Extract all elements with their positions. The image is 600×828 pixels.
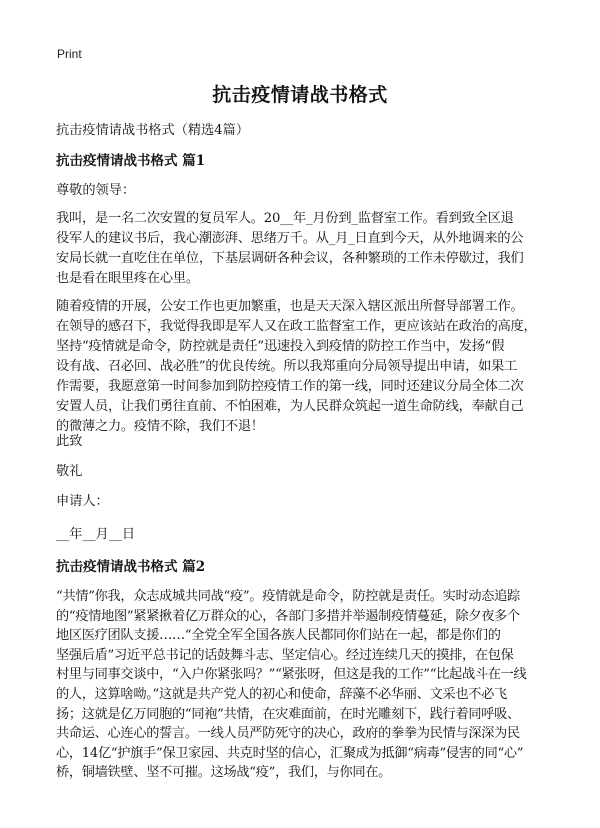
paragraph-line: 在领导的感召下，我觉得我即是军人又在政工监督室工作，更应该站在政治的高度， xyxy=(56,319,537,334)
document-title: 抗击疫情请战书格式 xyxy=(212,84,388,106)
paragraph-line: 共命运、心连心的誓言。一线人员严防死守的决心，政府的拳拳为民情与深深为民 xyxy=(56,726,520,742)
paragraph-line: 坚持“疫情就是命令，防控就是责任”迅速投入到疫情的防控工作当中，发扬“假 xyxy=(56,339,505,354)
paragraph-line: 心，14亿“护旗手”保卫家园、共克时坚的信心，汇聚成为抵御“病毒”侵害的同“心” xyxy=(56,745,524,761)
paragraph-line: 安局长就一直吃住在单位，下基层调研各种会议，各种繁琐的工作未停歇过，我们 xyxy=(56,251,524,266)
salutation: 尊敬的领导： xyxy=(56,183,136,198)
date-line: __年__月__日 xyxy=(56,527,136,542)
paragraph-line: 地区医疗团队支援……“全党全军全国各族人民都同你们站在一起，都是你们的 xyxy=(56,628,501,644)
paragraph-1 xyxy=(56,209,550,289)
paragraph-line: 也是看在眼里疼在心里。 xyxy=(56,271,199,286)
section-heading-2: 抗击疫情请战书格式 篇2 xyxy=(56,559,206,575)
paragraph-3 xyxy=(56,587,550,783)
section-heading-1: 抗击疫情请战书格式 篇1 xyxy=(56,153,206,169)
document-subtitle: 抗击疫情请战书格式（精选4篇） xyxy=(56,123,250,138)
closing-cizhi: 此致 xyxy=(56,434,83,449)
paragraph-line: 役军人的建议书后，我心潮澎湃、思绪万千。从_月_日直到今天，从外地调来的公 xyxy=(56,231,524,246)
closing-jingli: 敬礼 xyxy=(56,464,83,479)
paragraph-2 xyxy=(56,297,550,437)
paragraph-line: “共情”你我，众志成城共同战“疫”。疫情就是命令，防控就是责任。实时动态追踪 xyxy=(56,589,520,604)
paragraph-line: 的“疫情地图”紧紧揪着亿万群众的心，各部门多措并举遏制疫情蔓延，除夕夜多个 xyxy=(56,608,520,624)
applicant-label: 申请人： xyxy=(56,494,109,509)
paragraph-line: 桥，铜墙铁壁、坚不可摧。这场战“疫”，我们，与你同在。 xyxy=(56,765,392,781)
paragraph-line: 随着疫情的开展，公安工作也更加繁重，也是天天深入辖区派出所督导部署工作。 xyxy=(56,299,524,314)
paragraph-line: 村里与同事交谈中，“入户你紧张吗？”“紧张呀，但这是我的工作”“比起战斗在一线 xyxy=(56,667,527,683)
paragraph-line: 的微薄之力。疫情不除，我们不退！ xyxy=(56,419,264,434)
paragraph-line: 的人，这算啥呦。”这就是共产党人的初心和使命，辞藻不必华丽、文采也不必飞 xyxy=(56,686,507,702)
paragraph-line: 坚强后盾”习近平总书记的话鼓舞斗志、坚定信心。经过连续几天的摸排，在包保 xyxy=(56,647,514,663)
paragraph-line: 设有战、召必回、战必胜”的优良传统。所以我郑重向分局领导提出申请，如果工 xyxy=(56,359,518,374)
print-label: Print xyxy=(57,47,82,61)
paragraph-line: 作需要，我愿意第一时间参加到防控疫情工作的第一线，同时还建议分局全体二次 xyxy=(56,379,524,394)
paragraph-line: 安置人员，让我们勇往直前、不怕困难，为人民群众筑起一道生命防线，奉献自己 xyxy=(56,399,524,414)
paragraph-line: 我叫，是一名二次安置的复员军人。20__年_月份到_监督室工作。看到致全区退 xyxy=(56,211,514,226)
paragraph-line: 扬；这就是亿万同胞的“同袍”共情，在灾难面前，在时光雕刻下，践行着同呼吸、 xyxy=(56,706,520,722)
